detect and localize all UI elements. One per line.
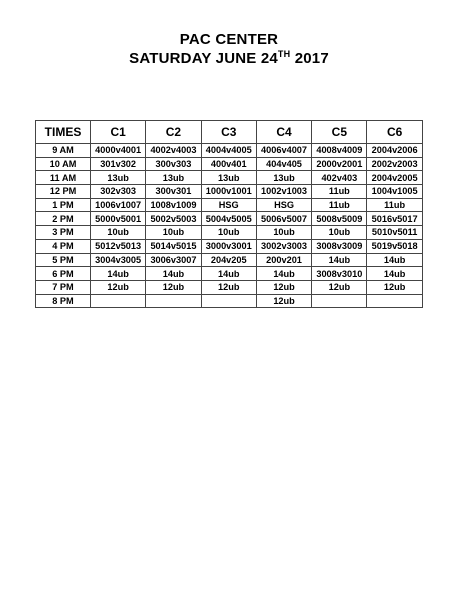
time-cell: 7 PM <box>36 280 91 294</box>
match-cell-c3: 4004v4005 <box>201 144 256 158</box>
table-row <box>36 144 423 158</box>
match-cell-c3: 204v205 <box>201 253 256 267</box>
column-header-c6: C6 <box>367 121 422 144</box>
match-cell-c3: 10ub <box>201 226 256 240</box>
time-cell: 6 PM <box>36 267 91 281</box>
match-cell-c4: 404v405 <box>256 157 311 171</box>
match-cell-c1: 3004v3005 <box>91 253 146 267</box>
schedule-body <box>36 144 423 308</box>
table-row <box>36 239 423 253</box>
match-cell-c1: 5012v5013 <box>91 239 146 253</box>
schedule-table <box>35 120 423 308</box>
column-header-c5: C5 <box>312 121 367 144</box>
match-cell-c5: 3008v3009 <box>312 239 367 253</box>
match-cell-c6: 1004v1005 <box>367 185 422 199</box>
time-cell: 9 AM <box>36 144 91 158</box>
match-cell-c3: 400v401 <box>201 157 256 171</box>
match-cell-c1: 4000v4001 <box>91 144 146 158</box>
column-header-c1: C1 <box>91 121 146 144</box>
match-cell-c6: 14ub <box>367 253 422 267</box>
match-cell-c1: 5000v5001 <box>91 212 146 226</box>
match-cell-c5: 5008v5009 <box>312 212 367 226</box>
match-cell-c5: 11ub <box>312 185 367 199</box>
match-cell-c3: HSG <box>201 198 256 212</box>
time-cell: 4 PM <box>36 239 91 253</box>
document-header <box>0 30 458 68</box>
match-cell-c6: 5010v5011 <box>367 226 422 240</box>
table-row <box>36 226 423 240</box>
match-cell-c1: 1006v1007 <box>91 198 146 212</box>
match-cell-c5: 11ub <box>312 198 367 212</box>
match-cell-c6: 2004v2006 <box>367 144 422 158</box>
match-cell-c5: 402v403 <box>312 171 367 185</box>
subtitle-date: SATURDAY JUNE 24 <box>129 50 278 67</box>
table-row <box>36 267 423 281</box>
time-cell: 1 PM <box>36 198 91 212</box>
match-cell-c1: 12ub <box>91 280 146 294</box>
match-cell-c4: 200v201 <box>256 253 311 267</box>
match-cell-c2: 5002v5003 <box>146 212 201 226</box>
match-cell-c2: 12ub <box>146 280 201 294</box>
match-cell-c1: 10ub <box>91 226 146 240</box>
match-cell-c5: 12ub <box>312 280 367 294</box>
subtitle-year: 2017 <box>290 50 329 67</box>
page-title: PAC CENTER <box>179 31 279 48</box>
column-header-times: TIMES <box>36 121 91 144</box>
match-cell-c4: 4006v4007 <box>256 144 311 158</box>
match-cell-c3: 3000v3001 <box>201 239 256 253</box>
table-row <box>36 185 423 199</box>
time-cell: 3 PM <box>36 226 91 240</box>
match-cell-c6: 5019v5018 <box>367 239 422 253</box>
time-cell: 12 PM <box>36 185 91 199</box>
match-cell-c1 <box>91 294 146 308</box>
match-cell-c3: 12ub <box>201 280 256 294</box>
match-cell-c2: 3006v3007 <box>146 253 201 267</box>
match-cell-c4: 13ub <box>256 171 311 185</box>
match-cell-c4: 3002v3003 <box>256 239 311 253</box>
time-cell: 11 AM <box>36 171 91 185</box>
table-row <box>36 212 423 226</box>
match-cell-c2: 300v301 <box>146 185 201 199</box>
match-cell-c6: 2004v2005 <box>367 171 422 185</box>
match-cell-c3 <box>201 294 256 308</box>
time-cell: 8 PM <box>36 294 91 308</box>
match-cell-c5: 2000v2001 <box>312 157 367 171</box>
match-cell-c6: 14ub <box>367 267 422 281</box>
match-cell-c2: 5014v5015 <box>146 239 201 253</box>
match-cell-c2: 13ub <box>146 171 201 185</box>
match-cell-c4: HSG <box>256 198 311 212</box>
match-cell-c4: 1002v1003 <box>256 185 311 199</box>
match-cell-c3: 1000v1001 <box>201 185 256 199</box>
match-cell-c6: 11ub <box>367 198 422 212</box>
match-cell-c2 <box>146 294 201 308</box>
match-cell-c5: 3008v3010 <box>312 267 367 281</box>
time-cell: 10 AM <box>36 157 91 171</box>
match-cell-c4: 5006v5007 <box>256 212 311 226</box>
match-cell-c3: 14ub <box>201 267 256 281</box>
table-row <box>36 253 423 267</box>
match-cell-c4: 10ub <box>256 226 311 240</box>
match-cell-c1: 302v303 <box>91 185 146 199</box>
match-cell-c2: 300v303 <box>146 157 201 171</box>
time-cell: 2 PM <box>36 212 91 226</box>
match-cell-c2: 14ub <box>146 267 201 281</box>
match-cell-c3: 13ub <box>201 171 256 185</box>
match-cell-c6: 2002v2003 <box>367 157 422 171</box>
match-cell-c1: 14ub <box>91 267 146 281</box>
match-cell-c1: 13ub <box>91 171 146 185</box>
match-cell-c5: 4008v4009 <box>312 144 367 158</box>
column-header-c2: C2 <box>146 121 201 144</box>
subtitle-ordinal-suffix: TH <box>277 49 291 59</box>
match-cell-c2: 10ub <box>146 226 201 240</box>
column-header-c3: C3 <box>201 121 256 144</box>
table-row <box>36 280 423 294</box>
match-cell-c6: 12ub <box>367 280 422 294</box>
match-cell-c3: 5004v5005 <box>201 212 256 226</box>
table-row <box>36 157 423 171</box>
match-cell-c4: 12ub <box>256 280 311 294</box>
match-cell-c5: 14ub <box>312 253 367 267</box>
match-cell-c5 <box>312 294 367 308</box>
header-row <box>36 121 423 144</box>
column-header-c4: C4 <box>256 121 311 144</box>
match-cell-c2: 4002v4003 <box>146 144 201 158</box>
match-cell-c2: 1008v1009 <box>146 198 201 212</box>
match-cell-c4: 14ub <box>256 267 311 281</box>
table-row <box>36 294 423 308</box>
table-row <box>36 198 423 212</box>
page-subtitle <box>0 49 458 68</box>
match-cell-c5: 10ub <box>312 226 367 240</box>
match-cell-c1: 301v302 <box>91 157 146 171</box>
match-cell-c6 <box>367 294 422 308</box>
match-cell-c6: 5016v5017 <box>367 212 422 226</box>
table-row <box>36 171 423 185</box>
match-cell-c4: 12ub <box>256 294 311 308</box>
time-cell: 5 PM <box>36 253 91 267</box>
